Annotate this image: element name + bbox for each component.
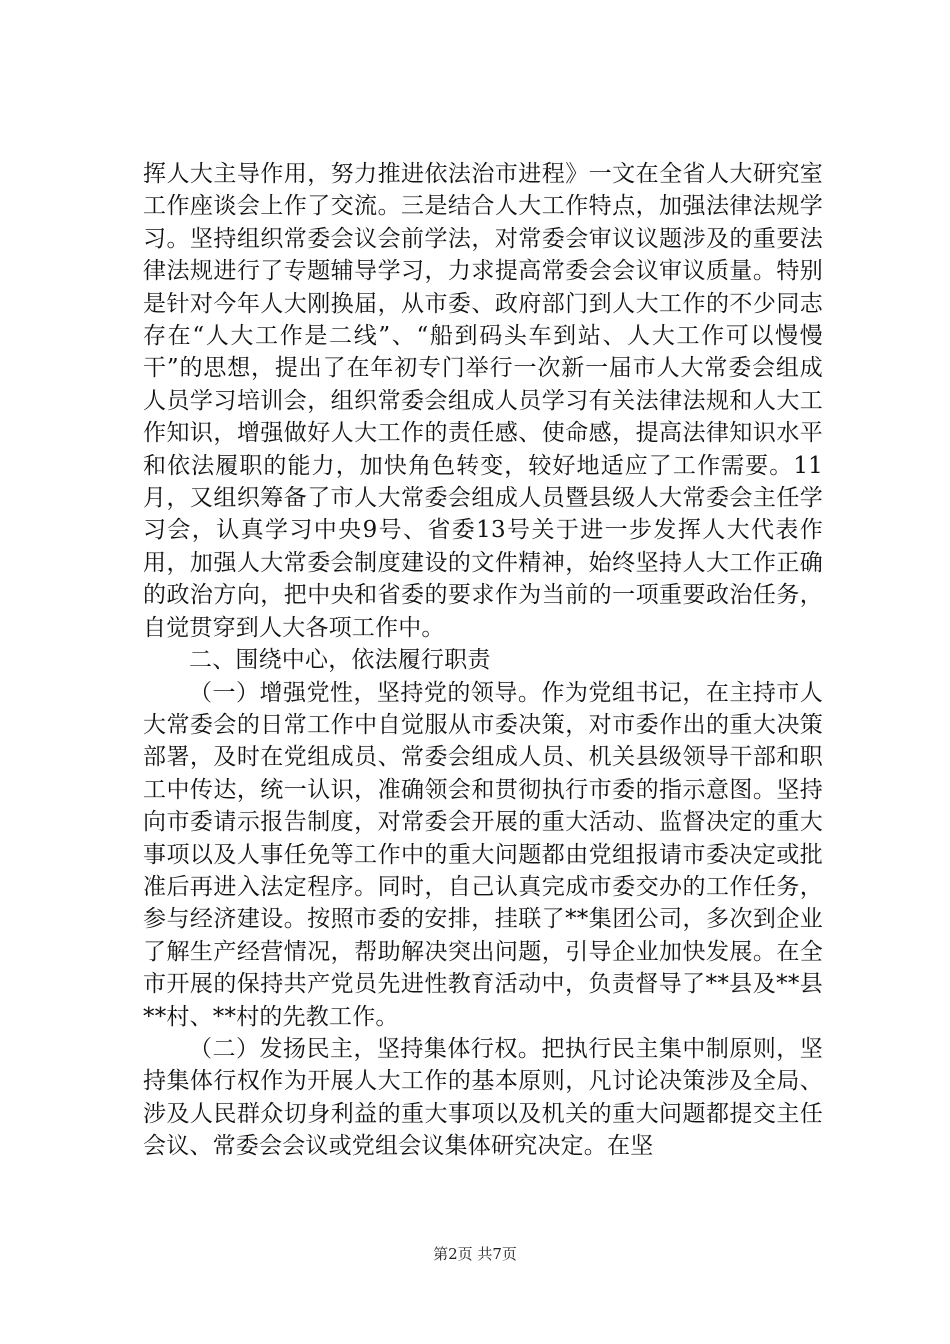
paragraph-party-leadership: （一）增强党性，坚持党的领导。作为党组书记，在主持市人大常委会的日常工作中自觉服从市委决策，对市委作出的重大决策部署，及时在党组成员、常委会组成人员、机关县级领导干部和职工中传达，统一认识，准确领会和贯彻执行市委的指示意图。坚持向市委请示报告制度，对常委会开展的重大活动、监督决定的重大事项以及人事任免等工作中的重大问题都由党组报请市委决定或批准后再进入法定程序。同时，自己认真完成市委交办的工作任务，参与经济建设。按照市委的安排，挂联了**集团公司，多次到企业了解生产经营情况，帮助解决突出问题，引导企业加快发展。在全市开展的保持共产党员先进性教育活动中，负责督导了**县及**县**村、**村的先教工作。 [143, 679, 823, 1030]
paragraph-democracy: （二）发扬民主，坚持集体行权。把执行民主集中制原则，坚持集体行权作为开展人大工作的基本原则，凡讨论决策涉及全局、涉及人民群众切身利益的重大事项以及机关的重大问题都提交主任会议、常委会会议或党组会议集体研究决定。在坚 [143, 1035, 823, 1160]
paragraph-legal-study: 挥人大主导作用，努力推进依法治市进程》一文在全省人大研究室工作座谈会上作了交流。三是结合人大工作特点，加强法律法规学习。坚持组织常委会议会前学法，对常委会审议议题涉及的重要法律法规进行了专题辅导学习，力求提高常委会会议审议质量。特别是针对今年人大刚换届，从市委、政府部门到人大工作的不少同志存在“人大工作是二线”、“船到码头车到站、人大工作可以慢慢干”的思想，提出了在年初专门举行一次新一届市人大常委会组成人员学习培训会，组织常委会组成人员学习有关法律法规和人大工作知识，增强做好人大工作的责任感、使命感，提高法律知识水平和依法履职的能力，加快角色转变，较好地适应了工作需要。11月，又组织筹备了市人大常委会组成人员暨县级人大常委会主任学习会，认真学习中央9号、省委13号关于进一步发挥人大代表作用，加强人大常委会制度建设的文件精神，始终坚持人大工作正确的政治方向，把中央和省委的要求作为当前的一项重要政治任务，自觉贯穿到人大各项工作中。 [143, 161, 823, 641]
section-heading-2: 二、围绕中心，依法履行职责 [189, 647, 491, 674]
page-footer: 第2页 共7页 [433, 1245, 517, 1263]
document-body [143, 158, 823, 1163]
